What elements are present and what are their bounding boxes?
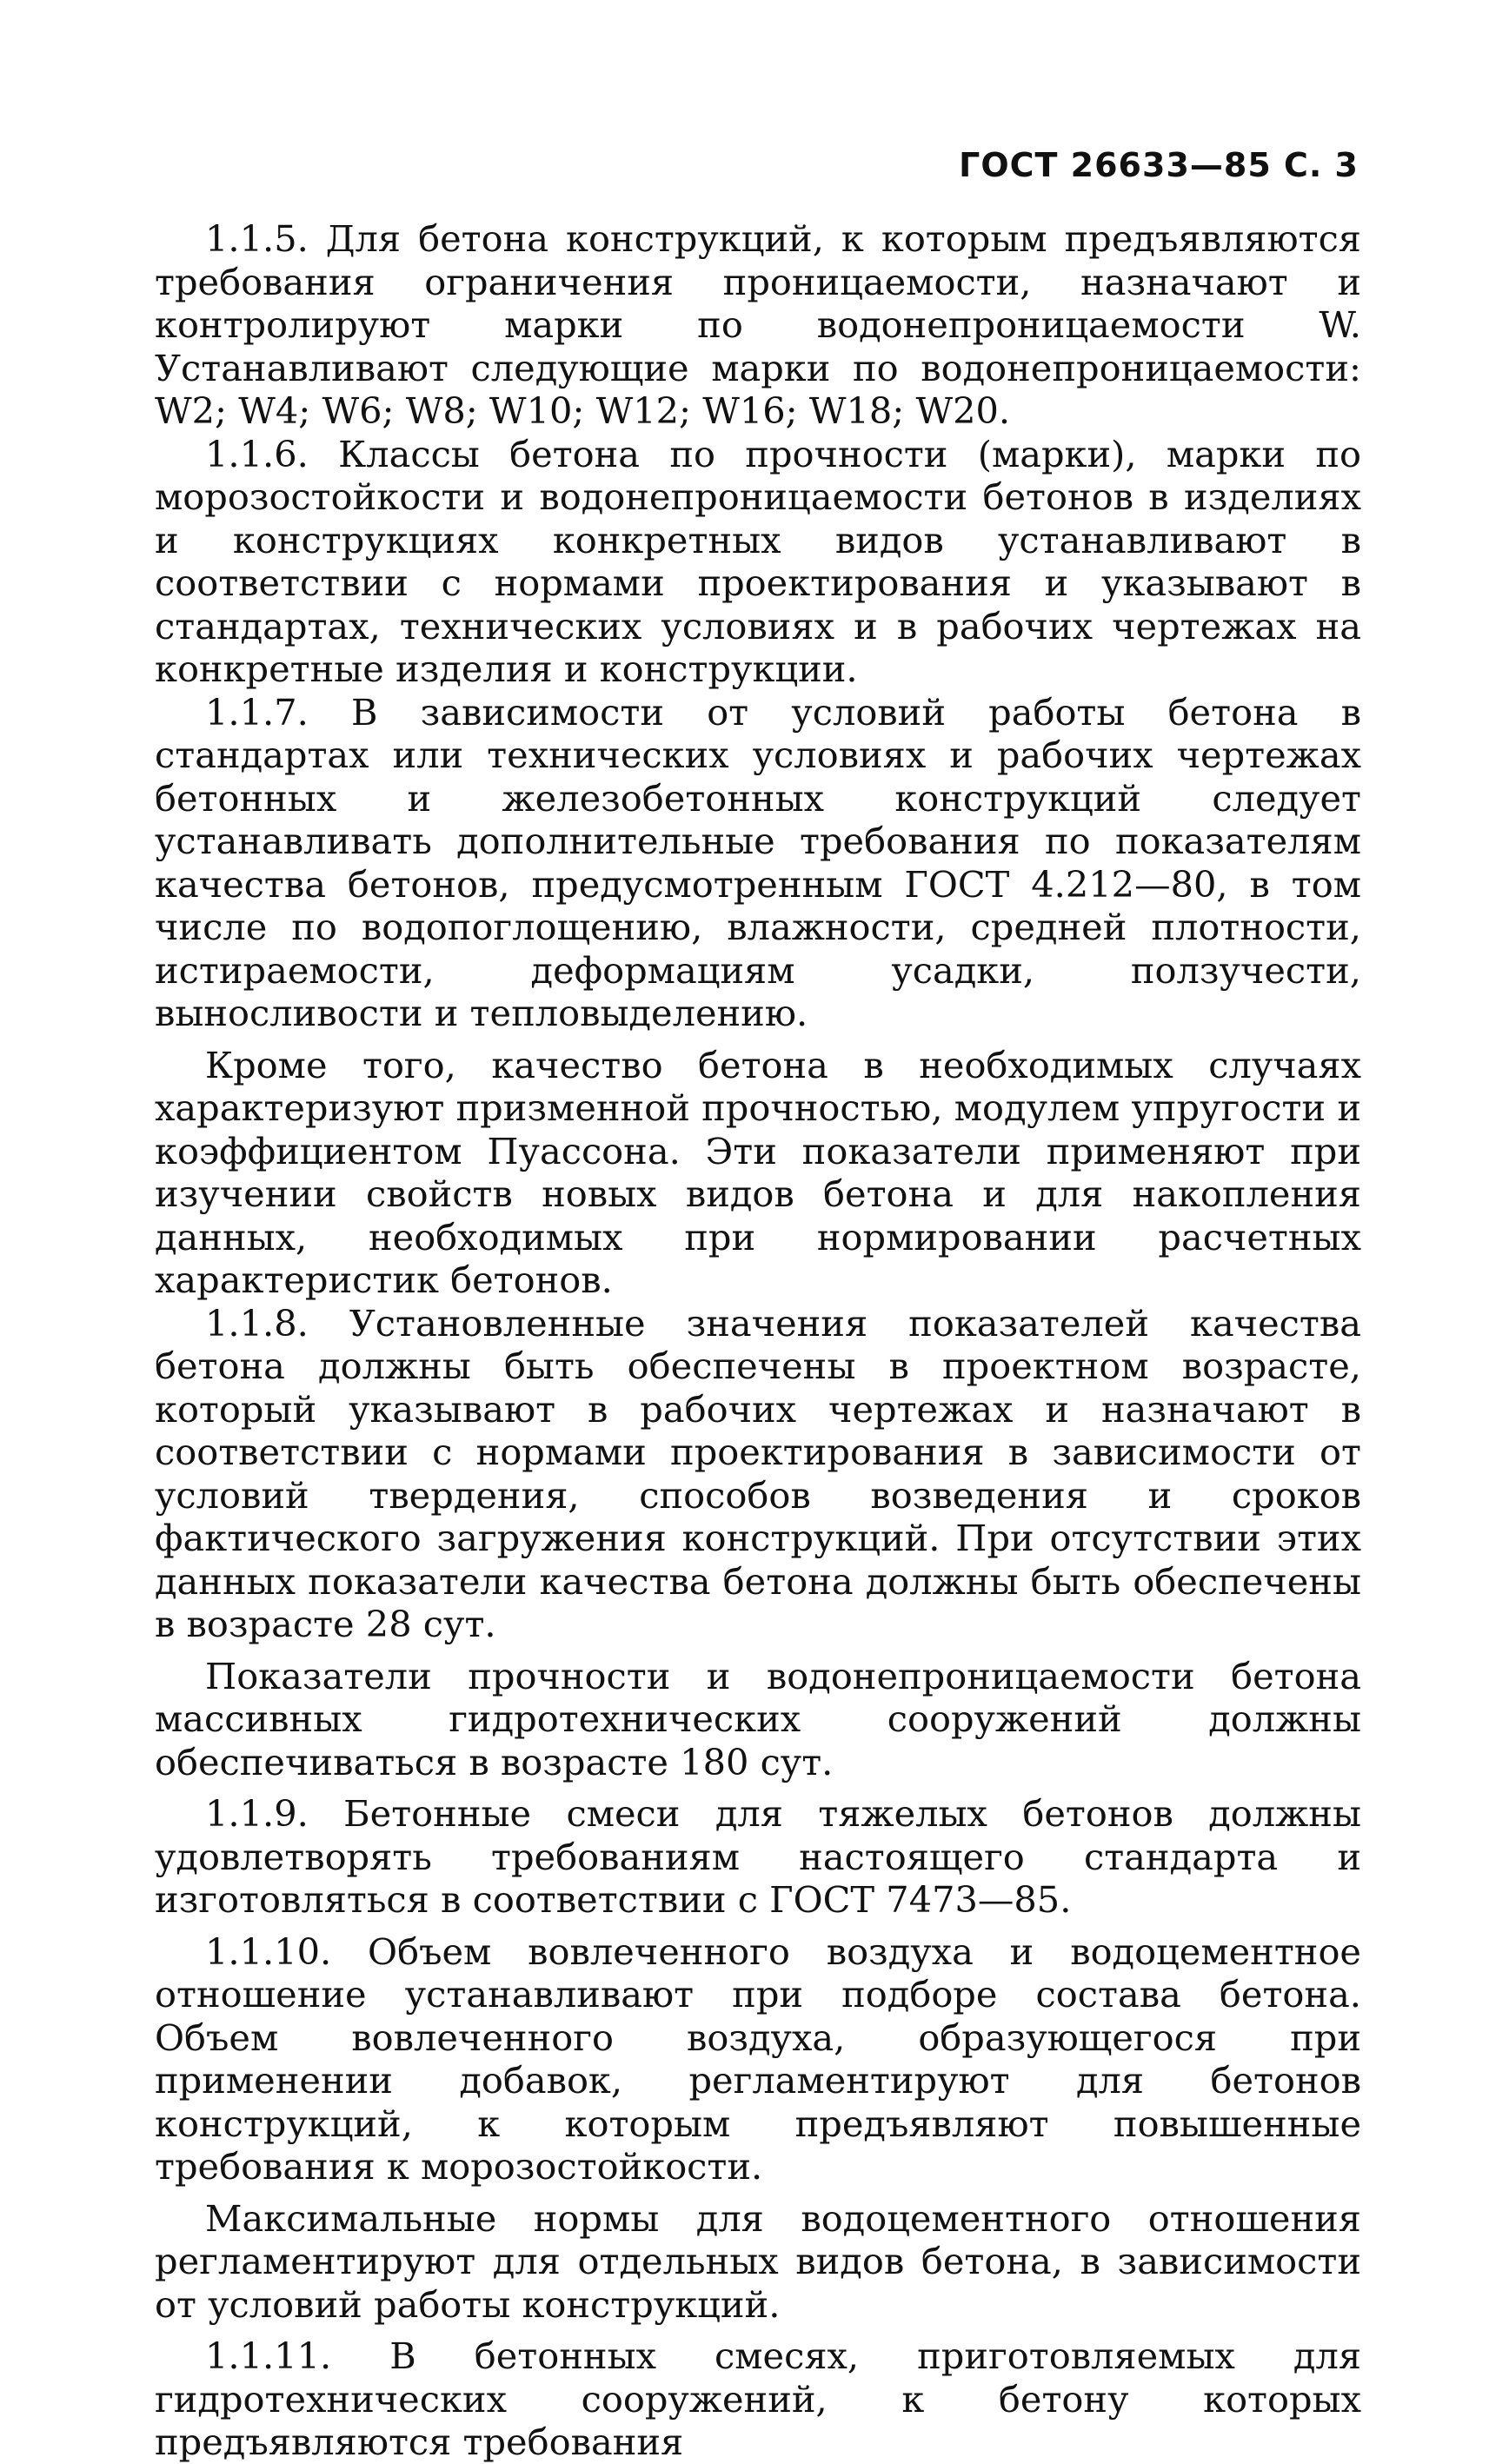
body-text	[155, 217, 1361, 2464]
paragraph-1-1-10: 1.1.10. Объем вовлеченного воздуха и водоцементное отношение устанавливают при подборе состава бетона. Объем вовлеченного воздуха, образующегося при применении добавок, регламентируют для бетонов конструкций, к которым предъявляют повышенные требования к морозостойкости.	[155, 1929, 1361, 2188]
paragraph-1-1-11: 1.1.11. В бетонных смесях, приготовляемых для гидротехнических сооружений, к бетону которых предъявляются требования	[155, 2334, 1361, 2463]
paragraph-1-1-10-continued: Максимальные нормы для водоцементного отношения регламентируют для отдельных видов бетона, в зависимости от условий работы конструкций.	[155, 2196, 1361, 2326]
paragraph-1-1-7: 1.1.7. В зависимости от условий работы бетона в стандартах или технических условиях и рабочих чертежах бетонных и железобетонных конструкций следует устанавливать дополнительные требования по показателям качества бетонов, предусмотренным ГОСТ 4.212—80, в том числе по водопоглощению, влажности, средней плотности, истираемости, деформациям усадки, ползучести, выносливости и тепловыделению.	[155, 690, 1361, 1034]
paragraph-1-1-5: 1.1.5. Для бетона конструкций, к которым предъявляются требования ограничения проницаемости, назначают и контролируют марки по водонепроницаемости W. Устанавливают следующие марки по водонепроницаемости: W2; W4; W6; W8; W10; W12; W16; W18; W20.	[155, 217, 1361, 432]
paragraph-1-1-7-continued: Кроме того, качество бетона в необходимых случаях характеризуют призменной прочностью, модулем упругости и коэффициентом Пуассона. Эти показатели применяют при изучении свойств новых видов бетона и для накопления данных, необходимых при нормировании расчетных характеристик бетонов.	[155, 1043, 1361, 1301]
page-header: ГОСТ 26633—85 С. 3	[959, 146, 1359, 184]
paragraph-1-1-9: 1.1.9. Бетонные смеси для тяжелых бетонов должны удовлетворять требованиям настоящего стандарта и изготовляться в соответствии с ГОСТ 7473—85.	[155, 1792, 1361, 1921]
paragraph-1-1-6: 1.1.6. Классы бетона по прочности (марки), марки по морозостойкости и водонепроницаемости бетонов в изделиях и конструкциях конкретных видов устанавливают в соответствии с нормами проектирования и указывают в стандартах, технических условиях и в рабочих чертежах на конкретные изделия и конструкции.	[155, 432, 1361, 690]
paragraph-1-1-8: 1.1.8. Установленные значения показателей качества бетона должны быть обеспечены в проектном возрасте, который указывают в рабочих чертежах и назначают в соответствии с нормами проектирования в зависимости от условий твердения, способов возведения и сроков фактического загружения конструкций. При отсутствии этих данных показатели качества бетона должны быть обеспечены в возрасте 28 сут.	[155, 1301, 1361, 1645]
paragraph-1-1-8-continued: Показатели прочности и водонепроницаемости бетона массивных гидротехнических сооружений должны обеспечиваться в возрасте 180 сут.	[155, 1654, 1361, 1783]
